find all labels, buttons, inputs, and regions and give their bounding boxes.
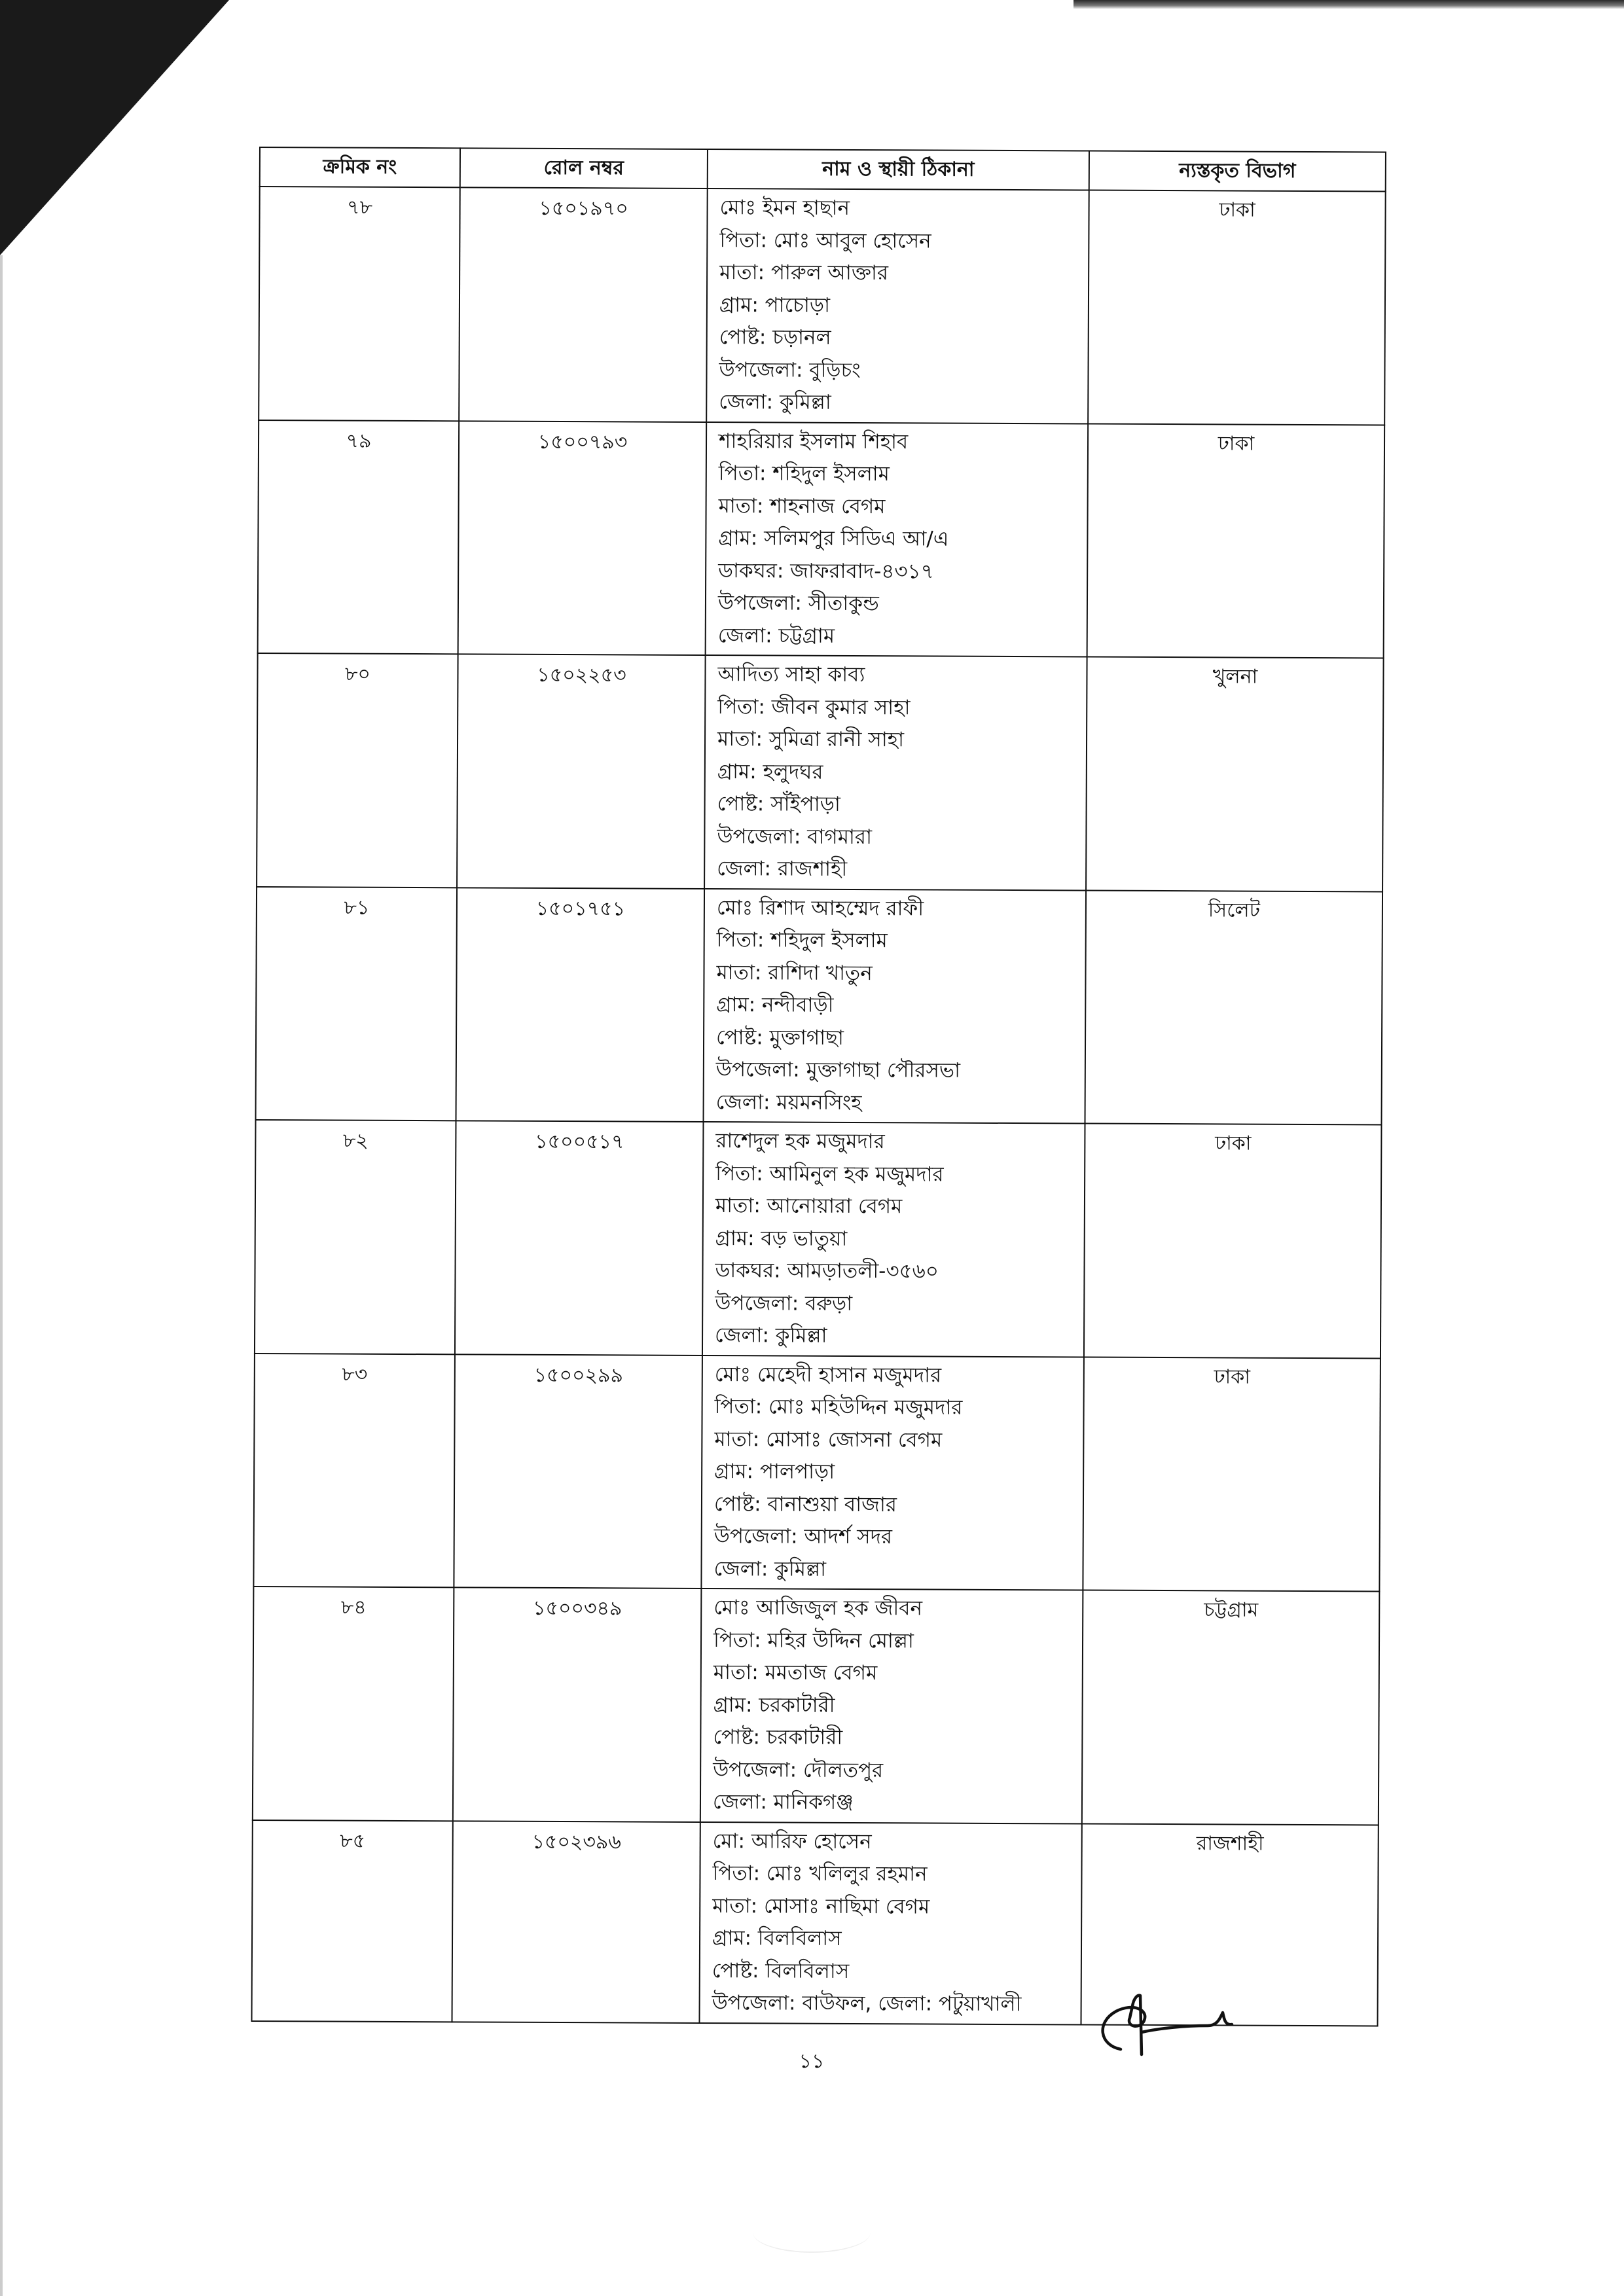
address-line: গ্রাম: নন্দীবাড়ী	[716, 993, 834, 1017]
address-line: জেলা: কুমিল্লা	[719, 390, 831, 414]
address-line: গ্রাম: চরকাটারী	[713, 1693, 835, 1717]
address-line: মাতা: শাহনাজ বেগম	[718, 493, 886, 518]
roll-number-cell: ১৫০১৯৭০	[459, 187, 708, 422]
name-address-cell	[704, 888, 1087, 1123]
assigned-division-cell: ঢাকা	[1084, 1124, 1382, 1358]
serial-number-cell: ৮৩	[253, 1353, 455, 1587]
signature	[1087, 1986, 1257, 2065]
assigned-division-cell: ঢাকা	[1083, 1357, 1380, 1591]
address-line: আদিত্য সাহা কাব্য	[717, 662, 865, 687]
header-serial: ক্রমিক নং	[260, 147, 460, 187]
address-line: মোঃ আজিজুল হক জীবন	[713, 1596, 923, 1621]
roll-number-cell: ১৫০০২৯৯	[454, 1354, 702, 1588]
address-line: ডাকঘর: আমড়াতলী-৩৫৬০	[715, 1259, 939, 1283]
address-line: পোষ্ট: মুক্তাগাছা	[715, 1025, 844, 1050]
address-line: মাতা: মোসাঃ নাছিমা বেগম	[712, 1893, 930, 1918]
address-line: উপজেলা: আদর্শ সদর	[713, 1524, 893, 1549]
table-row	[255, 1120, 1382, 1358]
name-address-cell	[699, 1821, 1081, 2024]
address-line: গ্রাম: হলুদঘর	[717, 759, 823, 784]
address-line: মাতা: সুমিত্রা রানী সাহা	[717, 727, 905, 752]
address-line: উপজেলা: বাগমারা	[717, 824, 873, 849]
serial-number-cell: ৮২	[255, 1120, 456, 1354]
name-address-cell	[706, 188, 1089, 423]
name-address-cell	[704, 655, 1087, 890]
serial-number-cell: ৮৪	[253, 1587, 454, 1821]
roll-number-cell: ১৫০০৩৪৯	[453, 1587, 702, 1821]
address-line: গ্রাম: সলিমপুর সিডিএ আ/এ	[718, 526, 949, 551]
address-line: জেলা: কুমিল্লা	[713, 1556, 827, 1581]
serial-number-cell: ৭৮	[259, 187, 460, 421]
address-line: গ্রাম: বড় ভাতুয়া	[715, 1226, 848, 1251]
address-line: জেলা: ময়মনসিংহ	[715, 1090, 862, 1115]
table-row	[256, 886, 1383, 1124]
scan-left-edge	[0, 255, 3, 2296]
address-line: গ্রাম: বিলবিলাস	[712, 1926, 842, 1950]
table-row	[253, 1353, 1380, 1591]
scan-top-edge	[1074, 0, 1624, 9]
table-row	[257, 653, 1384, 891]
address-line: উপজেলা: বাউফল, জেলা: পটুয়াখালী	[712, 1991, 1022, 2017]
address-line: জেলা: চট্টগ্রাম	[717, 623, 835, 648]
header-name-address: নাম ও স্থায়ী ঠিকানা	[708, 149, 1089, 190]
serial-number-cell: ৮০	[257, 653, 458, 888]
address-line: পোষ্ট: বানাশুয়া বাজার	[713, 1492, 897, 1516]
address-line: পিতা: জীবন কুমার সাহা	[717, 694, 911, 719]
address-line: গ্রাম: পাচোড়া	[719, 293, 831, 317]
address-line: পোষ্ট: সাঁইপাড়া	[717, 792, 840, 816]
address-line: গ্রাম: পালপাড়া	[714, 1460, 835, 1484]
serial-number-cell: ৮১	[256, 886, 458, 1121]
address-line: মোঃ রিশাদ আহম্মেদ রাফী	[716, 895, 924, 920]
assigned-division-cell: রাজশাহী	[1081, 1823, 1378, 2026]
address-line: উপজেলা: সীতাকুন্ড	[717, 591, 879, 616]
address-line: মো: আরিফ হোসেন	[712, 1829, 872, 1854]
assigned-division-cell: ঢাকা	[1087, 423, 1385, 658]
address-line: পিতা: শহিদুল ইসলাম	[716, 928, 888, 953]
address-line: পিতা: মোঃ আবুল হোসেন	[719, 228, 931, 253]
address-line: মোঃ মেহেদী হাসান মজুমদার	[714, 1362, 942, 1388]
table-row	[253, 1587, 1380, 1825]
address-line: জেলা: কুমিল্লা	[715, 1323, 827, 1348]
address-line: উপজেলা: মুক্তাগাছা পৌরসভা	[715, 1058, 961, 1083]
address-line: মাতা: পারুল আক্তার	[719, 260, 889, 285]
name-address-cell	[700, 1588, 1083, 1823]
address-line: পিতা: শহিদুল ইসলাম	[718, 461, 890, 486]
address-line: পিতা: মোঃ মহিউদ্দিন মজুমদার	[714, 1395, 963, 1420]
candidate-roster-table	[251, 147, 1386, 2026]
address-line: শাহরিয়ার ইসলাম শিহাব	[718, 429, 909, 454]
address-line: মাতা: মমতাজ বেগম	[713, 1660, 878, 1685]
address-line: পিতা: আমিনুল হক মজুমদার	[715, 1161, 944, 1187]
roll-number-cell: ১৫০০৭৯৩	[458, 421, 707, 655]
serial-number-cell: ৭৯	[258, 420, 460, 655]
assigned-division-cell: চট্টগ্রাম	[1082, 1590, 1380, 1825]
address-line: মোঃ ইমন হাছান	[719, 196, 850, 220]
name-address-cell	[702, 1122, 1085, 1357]
address-line: উপজেলা: বুড়িচং	[719, 357, 861, 382]
page-number: ১১	[799, 2050, 825, 2073]
address-line: রাশেদুল হক মজুমদার	[715, 1129, 885, 1154]
name-address-cell	[701, 1355, 1084, 1590]
table-row	[258, 420, 1385, 658]
name-address-cell	[706, 422, 1089, 656]
address-line: পোষ্ট: বিলবিলাস	[712, 1958, 850, 1983]
assigned-division-cell: সিলেট	[1085, 890, 1382, 1124]
header-division: ন্যস্তকৃত বিভাগ	[1089, 151, 1386, 192]
address-line: পিতা: মহির উদ্দিন মোল্লা	[713, 1628, 914, 1653]
scan-corner-shadow	[0, 0, 229, 255]
address-line: ডাকঘর: জাফরাবাদ-৪৩১৭	[718, 558, 934, 584]
scan-footer-artifact	[753, 2212, 871, 2253]
address-line: জেলা: রাজশাহী	[717, 857, 848, 881]
serial-number-cell: ৮৫	[252, 1820, 453, 2021]
roll-number-cell: ১৫০১৭৫১	[456, 888, 705, 1122]
table-row	[259, 187, 1386, 425]
table-header-row	[260, 147, 1386, 192]
address-line: উপজেলা: বরুড়া	[715, 1291, 853, 1316]
assigned-division-cell: খুলনা	[1086, 657, 1384, 891]
address-line: জেলা: মানিকগঞ্জ	[712, 1790, 854, 1814]
address-line: পোষ্ট: চরকাটারী	[713, 1725, 843, 1749]
roll-number-cell: ১৫০২২৫৩	[457, 654, 706, 888]
address-line: উপজেলা: দৌলতপুর	[713, 1757, 884, 1782]
address-line: পোষ্ট: চড়ানল	[719, 325, 831, 350]
address-line: পিতা: মোঃ খলিলুর রহমান	[712, 1861, 928, 1886]
address-line: মাতা: আনোয়ারা বেগম	[715, 1194, 903, 1219]
roll-number-cell: ১৫০০৫১৭	[455, 1121, 704, 1355]
table-body	[252, 187, 1386, 2026]
address-line: মাতা: রাশিদা খাতুন	[716, 960, 873, 985]
header-roll: রোল নম্বর	[460, 148, 708, 188]
address-line: মাতা: মোসাঃ জোসনা বেগম	[714, 1427, 943, 1452]
roll-number-cell: ১৫০২৩৯৬	[452, 1821, 700, 2023]
assigned-division-cell: ঢাকা	[1088, 190, 1386, 425]
